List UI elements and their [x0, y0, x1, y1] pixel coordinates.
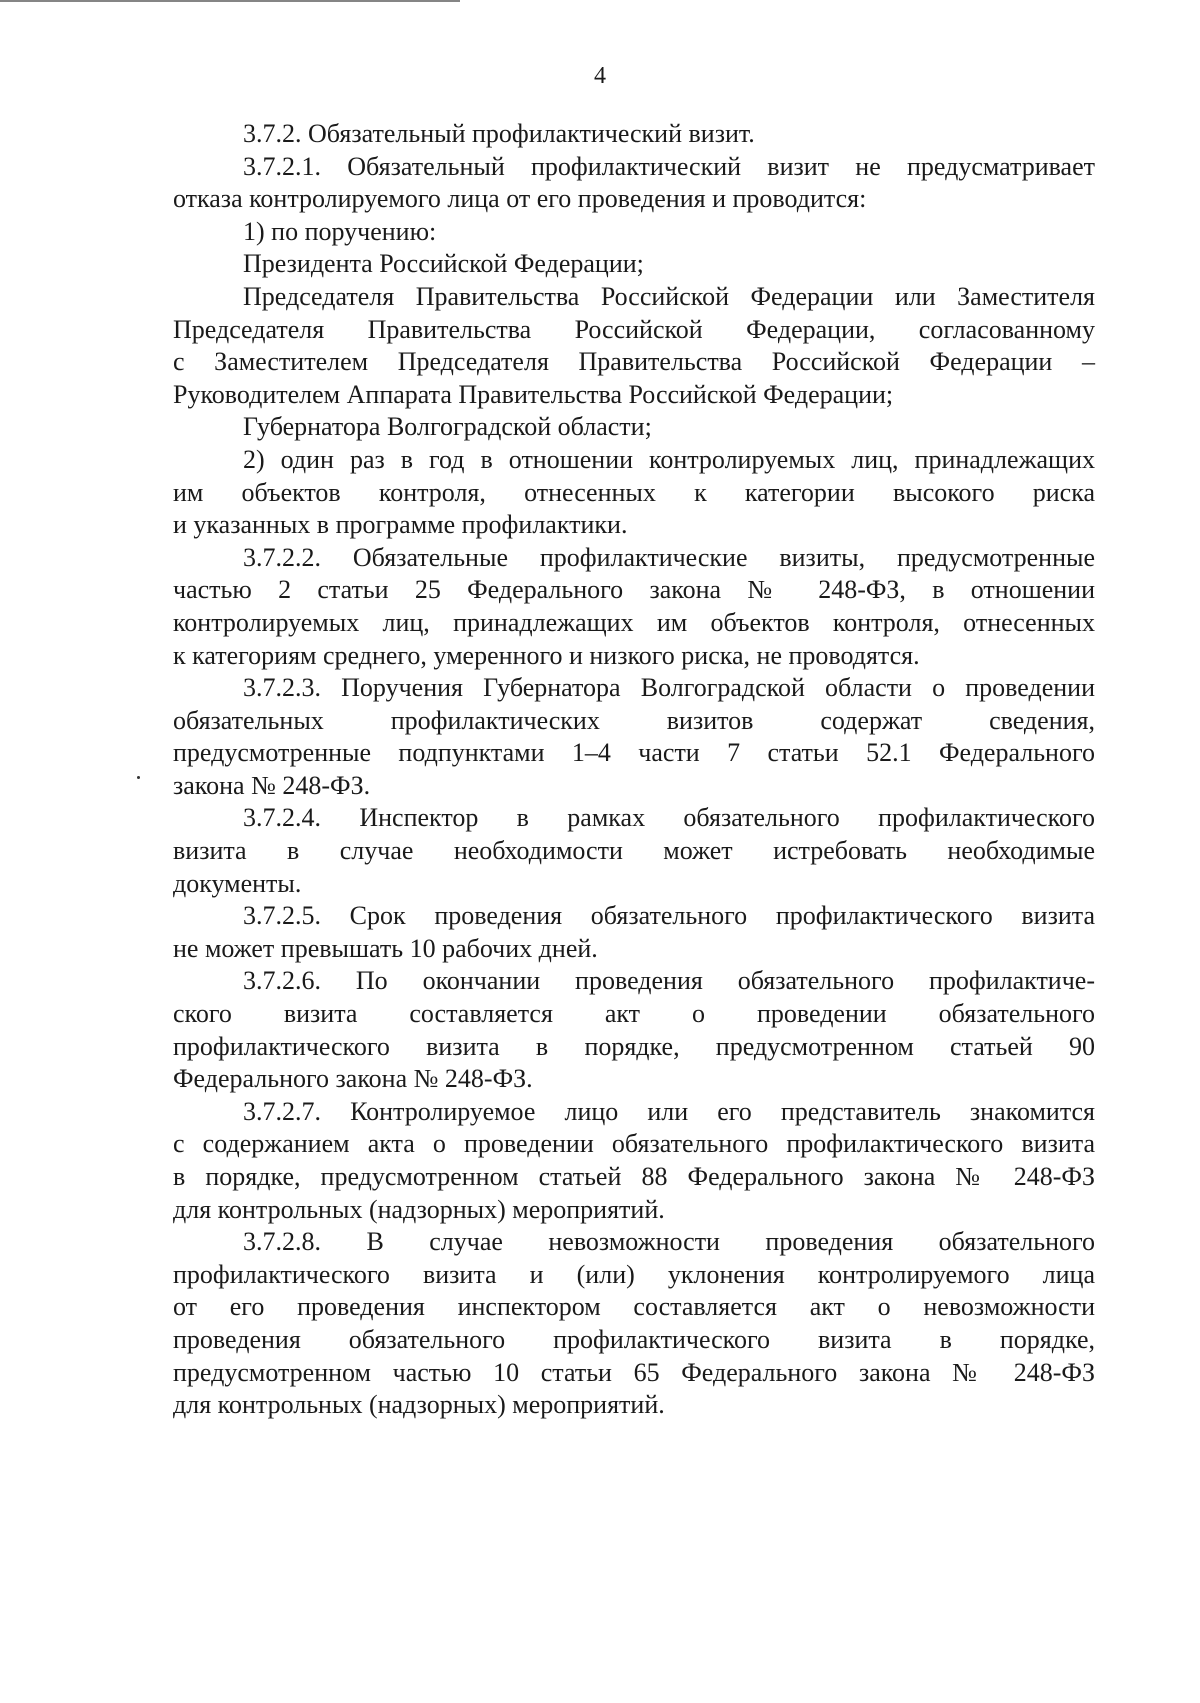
text-line: Председателя Правительства Российской Федерации, согласованному — [173, 314, 1095, 344]
text-line: 3.7.2.6. По окончании проведения обязательного профилактиче- — [243, 966, 1095, 996]
text-line: от его проведения инспектором составляется акт о невозможности — [173, 1292, 1095, 1322]
text-line: документы. — [173, 868, 302, 898]
scan-edge-line — [0, 0, 460, 2]
paragraph — [173, 1096, 1095, 1226]
text-line: 3.7.2.1. Обязательный профилактический визит не предусматривает — [243, 151, 1095, 181]
paragraph — [173, 281, 1095, 411]
text-line: отказа контролируемого лица от его проведения и проводится: — [173, 184, 867, 214]
text-line: 3.7.2. Обязательный профилактический визит. — [243, 119, 755, 148]
text-line: с содержанием акта о проведении обязательного профилактического визита — [173, 1129, 1095, 1159]
paragraph — [173, 216, 1095, 249]
paragraph — [173, 444, 1095, 542]
paragraph — [173, 411, 1095, 444]
text-line: им объектов контроля, отнесенных к категории высокого риска — [173, 477, 1095, 507]
text-line: для контрольных (надзорных) мероприятий. — [173, 1194, 665, 1224]
text-line: Руководителем Аппарата Правительства Российской Федерации; — [173, 379, 894, 409]
text-line: 3.7.2.2. Обязательные профилактические визиты, предусмотренные — [243, 542, 1095, 572]
text-line: не может превышать 10 рабочих дней. — [173, 933, 598, 963]
paragraph — [173, 672, 1095, 802]
text-line: в порядке, предусмотренном статьей 88 Федерального закона № 248-ФЗ — [173, 1162, 1095, 1191]
text-line: 1) по поручению: — [243, 216, 437, 246]
paragraph — [173, 1226, 1095, 1422]
text-line: визита в случае необходимости может истребовать необходимые — [173, 836, 1095, 866]
text-line: проведения обязательного профилактического визита в порядке, — [173, 1324, 1095, 1354]
text-line: закона № 248-ФЗ. — [173, 770, 371, 800]
text-line: Губернатора Волгоградской области; — [243, 412, 652, 442]
text-line: для контрольных (надзорных) мероприятий. — [173, 1390, 665, 1420]
text-line: обязательных профилактических визитов содержат сведения, — [173, 705, 1095, 735]
paragraph — [173, 542, 1095, 672]
page-number: 4 — [594, 63, 606, 89]
scan-speck — [137, 776, 140, 779]
paragraph — [173, 118, 1095, 151]
text-line: предусмотренном частью 10 статьи 65 Федерального закона № 248-ФЗ — [173, 1357, 1095, 1387]
paragraph — [173, 965, 1095, 1095]
text-line: 3.7.2.5. Срок проведения обязательного профилактического визита — [243, 901, 1095, 931]
text-line: Председателя Правительства Российской Федерации или Заместителя — [243, 281, 1095, 311]
paragraph — [173, 248, 1095, 281]
text-line: профилактического визита в порядке, предусмотренном статьей 90 — [173, 1031, 1095, 1061]
text-line: с Заместителем Председателя Правительства Российской Федерации – — [173, 347, 1095, 377]
text-line: 3.7.2.3. Поручения Губернатора Волгоградской области о проведении — [243, 673, 1095, 703]
text-line: Федерального закона № 248-ФЗ. — [173, 1064, 533, 1094]
text-line: 3.7.2.7. Контролируемое лицо или его представитель знакомится — [243, 1096, 1095, 1126]
text-line: предусмотренные подпунктами 1–4 части 7 статьи 52.1 Федерального — [173, 738, 1095, 768]
text-line: Президента Российской Федерации; — [243, 249, 644, 279]
text-line: ского визита составляется акт о проведении обязательного — [173, 999, 1095, 1029]
text-line: и указанных в программе профилактики. — [173, 510, 628, 540]
paragraph — [173, 900, 1095, 965]
text-line: 2) один раз в год в отношении контролируемых лиц, принадлежащих — [243, 444, 1095, 474]
paragraph — [173, 151, 1095, 216]
paragraph — [173, 802, 1095, 900]
text-line: контролируемых лиц, принадлежащих им объектов контроля, отнесенных — [173, 607, 1095, 637]
text-line: 3.7.2.8. В случае невозможности проведения обязательного — [243, 1227, 1095, 1257]
text-line: к категориям среднего, умеренного и низкого риска, не проводятся. — [173, 640, 920, 670]
text-line: 3.7.2.4. Инспектор в рамках обязательного профилактического — [243, 803, 1095, 833]
text-line: частью 2 статьи 25 Федерального закона № 248-ФЗ, в отношении — [173, 575, 1095, 605]
text-line: профилактического визита и (или) уклонения контролируемого лица — [173, 1259, 1095, 1289]
document-body — [173, 118, 1095, 1422]
